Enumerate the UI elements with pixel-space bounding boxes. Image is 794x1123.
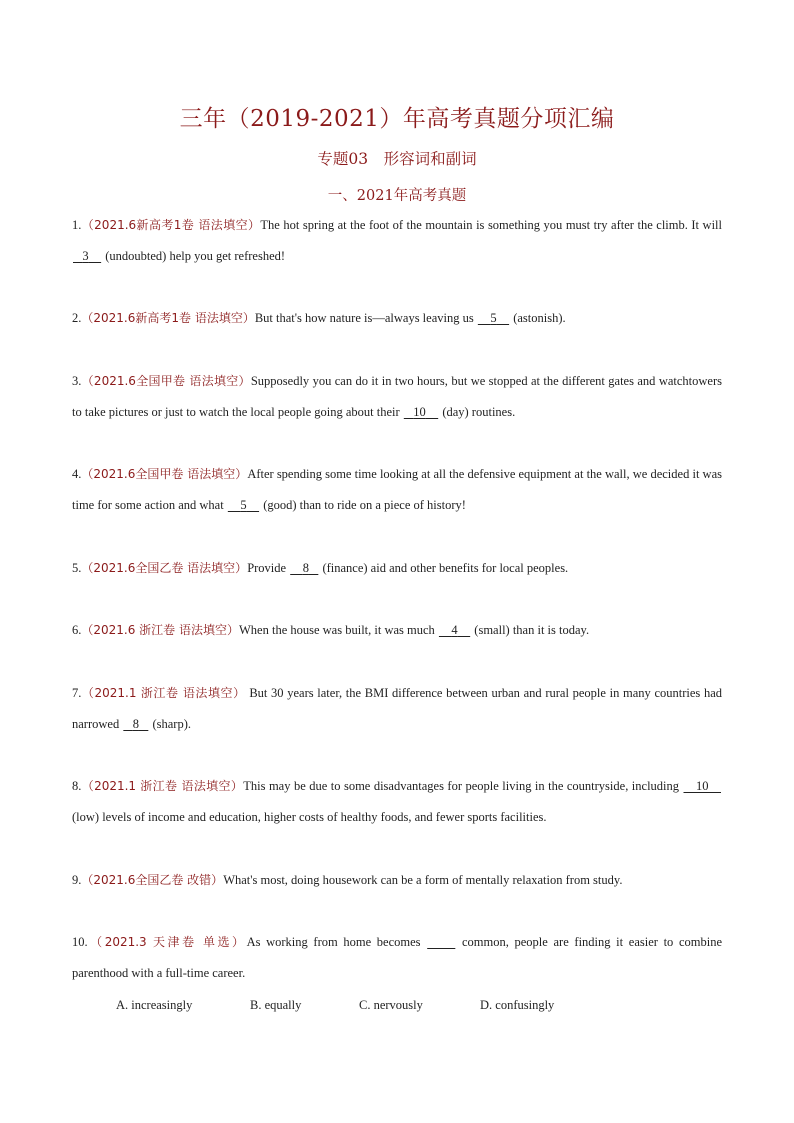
- question-item: [72, 927, 722, 989]
- option-b: B. equally: [250, 998, 302, 1012]
- question-number: 2.: [72, 311, 82, 325]
- answer-value: 10: [696, 779, 709, 793]
- option-a: A. increasingly: [116, 998, 193, 1012]
- answer-blank: [477, 303, 510, 334]
- question-item: [72, 366, 722, 428]
- option-d: D. confusingly: [480, 998, 555, 1012]
- answer-blank: [122, 709, 149, 740]
- question-item: [72, 553, 722, 584]
- answer-blank: [72, 241, 102, 272]
- question-source: （2021.6 浙江卷 语法填空）: [81, 623, 239, 637]
- question-item: [72, 865, 722, 896]
- answer-value: 3: [82, 249, 89, 263]
- question-text: (sharp).: [149, 717, 191, 731]
- question-text: (low) levels of income and education, higher costs of healthy foods, and fewer sports facilities.: [72, 810, 547, 824]
- answer-value: 10: [413, 405, 426, 419]
- question-source: （2021.6新高考1卷 语法填空）: [81, 218, 261, 232]
- question-text: This may be due to some disadvantages for people living in the countryside, including: [243, 779, 683, 793]
- answer-value: 8: [302, 561, 309, 575]
- question-text: Supposedly you can do it in two hours, but we stopped at the different gates and watchtowers to take pictures or just to watch the local people going about their: [72, 374, 722, 419]
- question-text: As working from home becomes: [246, 935, 427, 949]
- question-source: （2021.6新高考1卷 语法填空）: [81, 311, 255, 325]
- question-number: 10.: [72, 935, 88, 949]
- question-item: [72, 303, 722, 334]
- answer-blank: [683, 771, 723, 802]
- answer-blank: [426, 927, 456, 958]
- answer-blank: [438, 615, 471, 646]
- question-text: (good) than to ride on a piece of history!: [260, 498, 466, 512]
- question-text: The hot spring at the foot of the mountain is something you must try after the climb. It will: [260, 218, 722, 232]
- question-item: [72, 678, 722, 740]
- question-number: 5.: [72, 561, 82, 575]
- question-source: （2021.6全国乙卷 语法填空）: [81, 561, 248, 575]
- question-text: common, people are finding it easier to combine parenthood with a full-time career.: [72, 935, 722, 980]
- question-source: （2021.1 浙江卷 语法填空）: [81, 779, 244, 793]
- topic-subtitle: 专题03 形容词和副词: [317, 150, 477, 168]
- question-source: （2021.1 浙江卷 语法填空）: [81, 686, 246, 700]
- question-number: 9.: [72, 873, 82, 887]
- question-item: [72, 771, 722, 833]
- question-text: (small) than it is today.: [471, 623, 590, 637]
- question-number: 7.: [72, 686, 82, 700]
- answer-blank: [403, 397, 439, 428]
- document-title: 三年（2019-2021）年高考真题分项汇编: [179, 106, 615, 132]
- question-number: 4.: [72, 467, 82, 481]
- question-source: （2021.6全国甲卷 语法填空）: [81, 374, 251, 388]
- question-text: But 30 years later, the BMI difference between urban and rural people in many countries had narrowed: [72, 686, 722, 731]
- question-text: (finance) aid and other benefits for local peoples.: [319, 561, 569, 575]
- section-heading: 一、2021年高考真题: [327, 188, 467, 204]
- question-number: 8.: [72, 779, 82, 793]
- answer-value: 8: [132, 717, 139, 731]
- question-number: 1.: [72, 218, 82, 232]
- question-item: [72, 615, 722, 646]
- question-item: [72, 459, 722, 521]
- answer-blank: [227, 490, 260, 521]
- question-number: 3.: [72, 374, 82, 388]
- answer-value: 5: [490, 311, 497, 325]
- question-text: But that's how nature is—always leaving us: [254, 311, 477, 325]
- question-item: [72, 210, 722, 272]
- answer-value: 5: [240, 498, 247, 512]
- question-number: 6.: [72, 623, 82, 637]
- question-text: When the house was built, it was much: [239, 623, 438, 637]
- question-text: (astonish).: [510, 311, 566, 325]
- question-source: （2021.6全国乙卷 改错）: [81, 873, 224, 887]
- question-text: (day) routines.: [439, 405, 516, 419]
- question-text: What's most, doing housework can be a form of mentally relaxation from study.: [223, 873, 623, 887]
- question-text: After spending some time looking at all the defensive equipment at the wall, we decided it was time for some action and what: [72, 467, 722, 512]
- question-source: （2021.6全国甲卷 语法填空）: [81, 467, 248, 481]
- answer-blank: [289, 553, 319, 584]
- question-text: (undoubted) help you get refreshed!: [102, 249, 286, 263]
- question-text: Provide: [247, 561, 290, 575]
- option-c: C. nervously: [359, 998, 423, 1012]
- question-source: （2021.3 天津卷 单选）: [87, 935, 247, 949]
- answer-value: 4: [451, 623, 458, 637]
